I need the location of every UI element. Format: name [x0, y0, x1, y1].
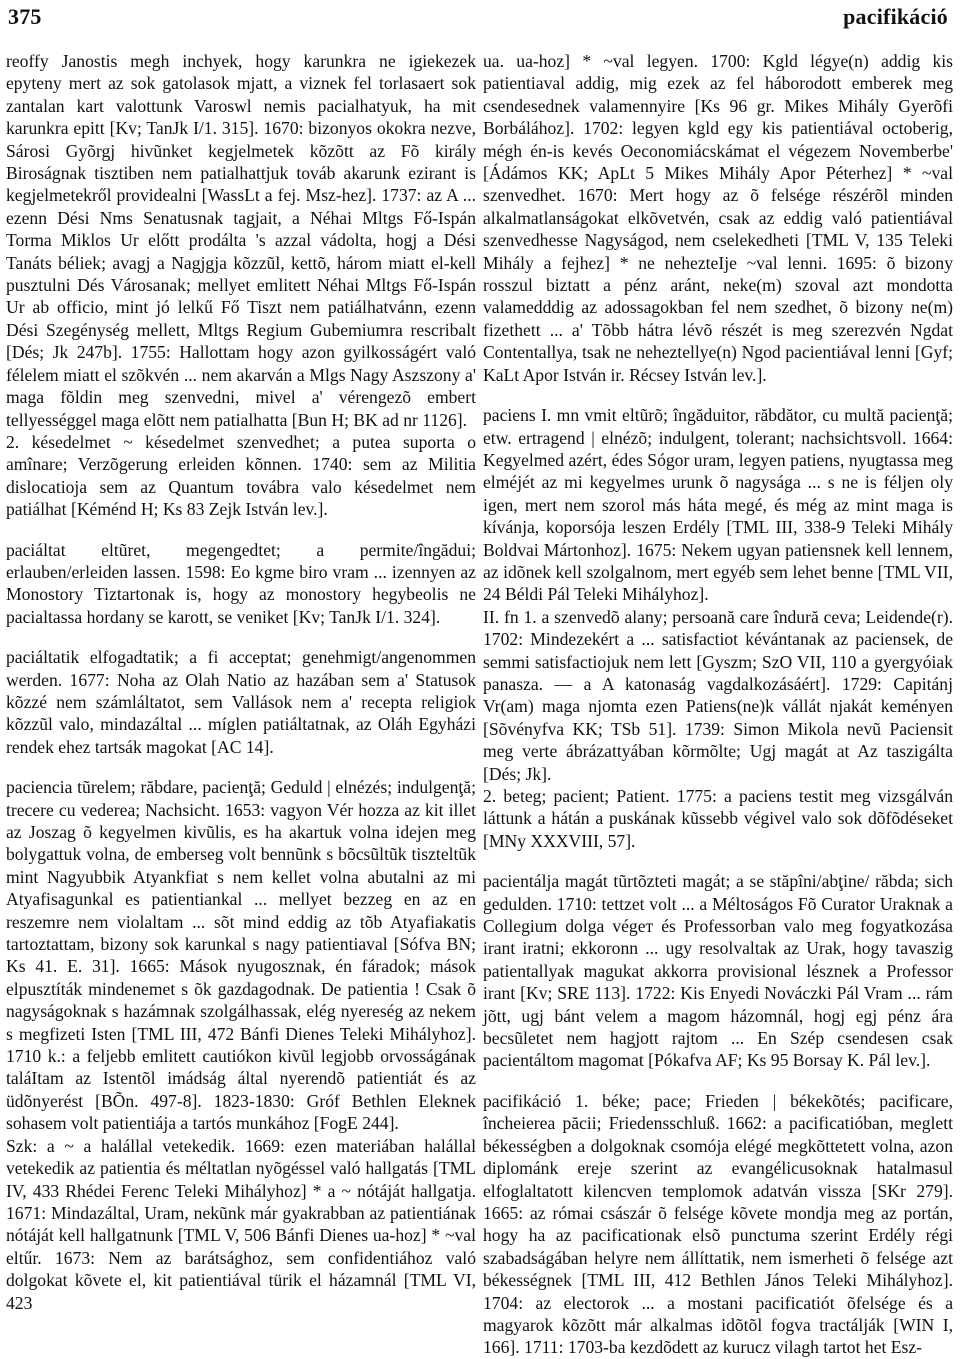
entry-paciens-noun-2: 2. beteg; pacient; Patient. 1775: a paciens testit meg vizsgálván láttunk a hátán a puskának kũssebb végivel valo sok dõfõdéseket [MNy XXXVIII, 57].	[483, 786, 953, 851]
entry-pacialtatik: paciáltatik elfogadtatik; a fi acceptat; genehmigt/angenommen werden. 1677: Noha az Olah Natio az hazában sem a' Statusok kõzzé nem számláltatot, sem Vallások nem a' recepta religiok kõzzũl valo, mindazáltal ... míglen patiáltatnak, az Oláh Egyházi rendek ehez tartsák magokat [AC 14].	[6, 647, 476, 757]
entry-paciencia: paciencia tũrelem; răbdare, pacienţă; Geduld | elnézés; indulgenţă; trecere cu vederea; Nachsicht. 1653: vagyon Vér hozza az kit illet az Joszag õ kegyelmen kivũlis, es ha akartuk volna idejen meg bolygattuk volna, de emberseg volt bennũnk s bõcsũltũk tiszteltũk mint Nagyubbik Atyankfiat s nem kellet volna abutalni az mi Atyafisagunkal es patientiankal ... mellyet bezzeg en az en reszemre nem violaltam ... sõt mind eddig az tõb Atyafiakatis tartoztattam, bizony sok karunkal s nagy patientiaval [Sófva BN; Ks 41. E. 31]. 1665: Mások nyugosznak, én fáradok; mások elpusztíták mindenemet s õk gazdagodnak. De patientia ! Csak õ nagyságoknak s hazámnak szolgálhassak, elég nyereség az nekem s megfizeti Isten [TML III, 472 Bánfi Dienes Teleki Mihályhoz]. 1710 k.: a feljebb emlitett cautiókon kivũl legjobb orvosságának taláItam az Istentõl imádság által nyerendõ patientiát és az üdõnyerést [BÕn. 497-8]. 1823-1830: Gróf Bethlen Eleknek sohasem volt patientiája a tartós munkához [FogE 244].	[6, 777, 476, 1134]
entry-pacialtat: paciáltat eltũret, megengedtet; a permite/îngădui; erlauben/erleiden lassen. 1598: Eo kgme biro vram ... izennyen az Monostory Tiztartonak is, hogy az monostory hegybeolis ne pacialtassa hordany se karott, se veniket [Kv; TanJk I/1. 324].	[6, 539, 476, 627]
entry-paciencia-continued: ua. ua-hoz] * ~val legyen. 1700: Kgld légye(n) addig kis patientiaval addig, mig ezek az fel háborodott emberek meg csendesednek valamennyire [Ks 96 gr. Mikes Mihály Gyerõfi Borbálához]. 1702: legyen kgld egy kis patientiával octoberig, mégh én-is kevés Oeconomiácskámat el végezem Novemberbe' [Ádámos KK; ApLt 5 Mikes Mihály Apor Péterhez] * ~val szenvedhet. 1670: Mert hogy az õ felsége részérõl minden alkalmatlanságokat elkõvetvén, csak az eddig való patientiával szenvedhesse Nagyságod, nem cselekedheti [TML V, 135 Teleki Mihály a fejhez] * ne nehezteIje ~val lenni. 1695: õ bizony rosszul biztatt a pénz aránt, neke(m) szoval azt mondotta valamedddig az adossagokban fel nem szedhet, õ bizony ne(m) fizethett ... a' Tõbb hátra lévõ részét is meg szerezvén Ngdat Contentallya, tsak ne neheztellye(n) Ngod pacientiával lenni [Gyf; KaLt Apor István ir. Récsey István lev.].	[483, 51, 953, 385]
entry-pacifikacio: pacifikáció 1. béke; pace; Frieden | békekõtés; pacificare, încheierea păcii; Friedensschluß. 1662: a pacificatióban, meglett békességben a dolgoknak csomója elégé megkõttetett volna, azon diplománk ereje szerint az evangélicusoknak hatalmasul elfoglaltatott kilencven templomok adatván vissza [SKr 279]. 1665: az római császár õ felsége kõvete mondja meg az portán, hogy ha az pacificationak elsõ punctuma szerint Erdély régi szabadságában helyre nem állíttatik, nem ismerheti õ felsége azt békességnek [TML III, 412 Bethlen János Teleki Mihályhoz]. 1704: az electorok ... a mostani pacificatiót õfelsége és a magyarok kõzõtt már alkalmas idõtõl fogva tractálják [WIN I, 166]. 1711: 1703-ba kezdõdett az kurucz vilagh tartot het Esz-	[483, 1090, 953, 1358]
entry-continued-pacialhat: reoffy Janostis megh inchyek, hogy karunkra ne igiekezek epyteny mert az sok gatolasok mjatt, a viznek fel torlasaert sok zantalan kart valottunk Varoswl nemis pacialhatyuk, ha mit karunkra epitt [Kv; TanJk I/1. 315]. 1670: bizonyos okokra nezve, Sárosi Gyõrgj hivũnket kegjelmetek kõzõtt az Fõ király Biroságnak tisztiben nem patialhattjuk továb akarunk ezirant is kegjelmetekről providealni [WassLt a fej. Msz-hez]. 1737: az A ... ezenn Dési Nms Senatusnak tagjait, a Néhai Mltgs Fő-Ispán Torma Miklos Ur előtt prodálta 's azzal vádolta, hogj a Dési Tanáts béliek; avagj a Nagjgja kõzzũl, kettõ, három miatt el-kell pusztulni Dés Városanak; mellyet emlitett Néhai Mltgs Fő-Ispán Ur ab officio, mint jó lelkű Fő Tiszt nem patiálhatvánn, ezenn Dési Szegénység mellett, Mltgs Regium Gubemiumra rescribalt [Dés; Jk 247b]. 1755: Hallottam hogy azon gyilkosságért való félelem miatt el szõkvén ... nem akarván a Mlgs Nagy Aszszony a' maga fõldin meg szenvedni, mivel a' vérengezõ embert tellyességgel maga elõtt nem patialhatta [Bun H; BK ad nr 1126].	[6, 51, 476, 430]
running-head: pacifikáció	[843, 4, 948, 29]
left-column	[6, 50, 476, 1346]
page-number: 375	[8, 4, 42, 29]
entry-pacientalja-magat: pacientálja magát tũrtõzteti magát; a se stăpîni/abţine/ răbda; sich gedulden. 1710: tettzet volt ... a Méltoságos Fõ Curator Uraknak a Collegium dolga végeт és Professorban valo meg fogyatkozása irant iratni; ekkoronn ... ugy resolvaltak az Urak, hogy tavaszig patientallyak magukat akkorra provisional lésznek a Professor irant [Kv; SRE 113]. 1722: Kis Enyedi Nováczki Pál Vram ... rám jõtt, ugj bánt velem a magom házomnál, hogj egj pénz ára becsũletet nem hagjott rajtom ... En Szép csendesen csak pacientáltom magomat [Pókafva AF; Ks 95 Borsay K. Pál lev.].	[483, 871, 953, 1071]
entry-paciens: paciens I. mn vmit eltũrõ; îngăduitor, răbdător, cu multă pacienţă; etw. ertragend | elnézõ; indulgent, tolerant; nachsichtsvoll. 1664: Kegyelmed azért, édes Sógor uram, legyen patiens, nyugtassa meg elméjét az mi kegyelmes urunk õ nagysága ... s ne is féljen oly igen, mert nem szorol más háta megé, és még az mint maga is kívánja, koporsója leszen Erdély [TML III, 338-9 Teleki Mihály Boldvai Mártonhoz]. 1675: Nekem ugyan patiensnek kell lennem, az idõnek kell szolgalnom, mert egyéb sem lehet benne [TML VII, 24 Béldi Pál Teleki Mihályhoz].	[483, 405, 953, 605]
entry-paciens-noun-1: II. fn 1. a szenvedõ alany; persoană care îndură ceva; Leidende(r). 1702: Mindezekért a ... satisfactiot kévántanak az paciensek, de semmi satisfactiojuk nem lett [Gyszm; SzO VII, 110 a gyergyóiak panasza. — a A katonaság vagdalkozásáért]. 1729: Capitánj Vr(am) maga njomta ezen Patiens(ne)k vállát njakát keményen [Sõvényfva KK; TSb 51]. 1739: Simon Mikola nevũ Paciensit meg verte ábrázattyában kõrmõlte; Ugj magát at Az taszigálta [Dés; Jk].	[483, 606, 953, 784]
entry-paciencia-phrases: Szk: a ~ a halállal vetekedik. 1669: ezen materiában halállal vetekedik az patientia és méltatlan nyõgéssel való hallgatás [TML IV, 433 Rhédei Ferenc Teleki Mihályhoz] * a ~ nótáját hallgatja. 1671: Mindazáltal, Uram, nekũnk már gyakrabban az patientiának nótáját kell hallgatnunk [TML V, 506 Bánfi Dienes ua-hoz] * ~val eltűr. 1673: Nem az barátsághoz, sem confidentiához való dolgokat kõvete el, kit patientiával türik el házamnál [TML VI, 423	[6, 1135, 476, 1313]
entry-pacialhat-sense-2: 2. késedelmet ~ késedelmet szenvedhet; a putea suporta o amînare; Verzõgerung erleiden kõnnen. 1740: sem az Militia dislocatioja sem az Quantum továbra valo késedelmet nem patiálhat [Kéménd H; Ks 83 Zejk István lev.].	[6, 431, 476, 520]
right-column	[483, 50, 953, 1358]
